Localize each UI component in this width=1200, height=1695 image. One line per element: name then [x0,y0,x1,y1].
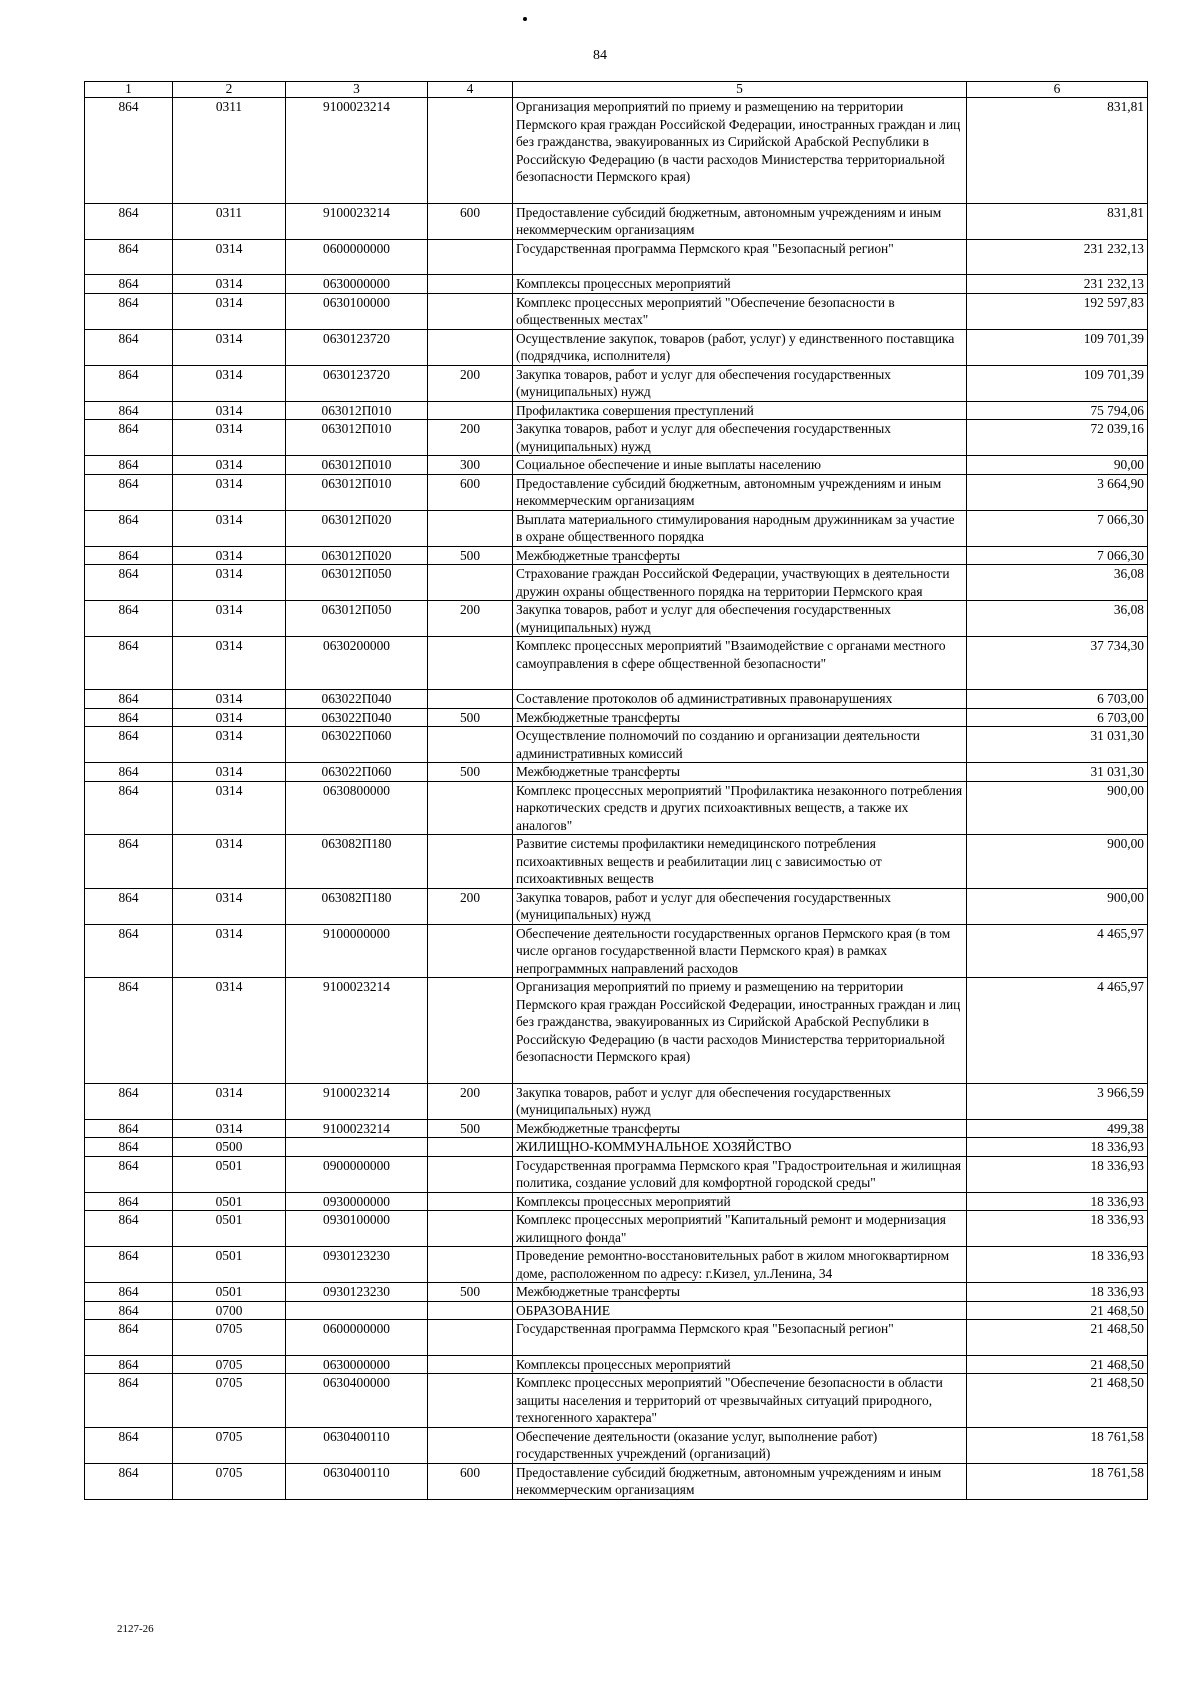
expense-type-cell [428,1301,513,1320]
expense-type-cell [428,690,513,709]
target-article-cell: 0900000000 [286,1156,428,1192]
ministry-code-cell: 864 [85,275,173,294]
expense-type-cell [428,293,513,329]
amount-cell: 21 468,50 [967,1374,1148,1428]
target-article-cell: 063012П020 [286,546,428,565]
description-cell: Составление протоколов об административных правонарушениях [513,690,967,709]
target-article-cell: 0630400110 [286,1463,428,1499]
target-article-cell: 0930123230 [286,1247,428,1283]
ministry-code-cell: 864 [85,565,173,601]
target-article-cell: 063012П010 [286,420,428,456]
target-article-cell: 0630000000 [286,275,428,294]
ministry-code-cell: 864 [85,293,173,329]
target-article-cell [286,1301,428,1320]
expense-type-cell [428,1247,513,1283]
ministry-code-cell: 864 [85,690,173,709]
expense-type-cell [428,1192,513,1211]
description-cell: Межбюджетные трансферты [513,763,967,782]
table-row [85,474,1148,510]
expense-type-cell [428,978,513,1084]
description-cell: Закупка товаров, работ и услуг для обеспечения государственных (муниципальных) нужд [513,601,967,637]
description-cell: Закупка товаров, работ и услуг для обеспечения государственных (муниципальных) нужд [513,888,967,924]
description-cell: Выплата материального стимулирования народным дружинникам за участие в охране общественного порядка [513,510,967,546]
description-cell: Организация мероприятий по приему и размещению на территории Пермского края граждан Российской Федерации, иностранных граждан и лиц без гражданства, эвакуированных из Сирийской Арабской Республики в Российскую Федерацию (в части расходов Министерства территориальной безопасности Пермского края) [513,978,967,1084]
description-cell: Закупка товаров, работ и услуг для обеспечения государственных (муниципальных) нужд [513,1083,967,1119]
table-row [85,781,1148,835]
section-code-cell: 0500 [173,1138,286,1157]
table-row [85,978,1148,1084]
amount-cell: 18 336,93 [967,1138,1148,1157]
description-cell: Организация мероприятий по приему и размещению на территории Пермского края граждан Российской Федерации, иностранных граждан и лиц без гражданства, эвакуированных из Сирийской Арабской Республики в Российскую Федерацию (в части расходов Министерства территориальной безопасности Пермского края) [513,98,967,204]
ministry-code-cell: 864 [85,1138,173,1157]
expense-type-cell [428,275,513,294]
amount-cell: 109 701,39 [967,365,1148,401]
footer-code: 2127-26 [117,1623,154,1635]
description-cell: Осуществление полномочий по созданию и организации деятельности административных комиссий [513,727,967,763]
amount-cell: 21 468,50 [967,1320,1148,1356]
ministry-code-cell: 864 [85,203,173,239]
ministry-code-cell: 864 [85,637,173,690]
expense-type-cell: 500 [428,763,513,782]
description-cell: Обеспечение деятельности государственных органов Пермского края (в том числе органов государственной власти Пермского края) в рамках непрограммных направлений расходов [513,924,967,978]
target-article-cell: 0630200000 [286,637,428,690]
expense-type-cell [428,1138,513,1157]
section-code-cell: 0314 [173,365,286,401]
ministry-code-cell: 864 [85,1211,173,1247]
ministry-code-cell: 864 [85,1320,173,1356]
amount-cell: 37 734,30 [967,637,1148,690]
expense-type-cell [428,1427,513,1463]
amount-cell: 31 031,30 [967,727,1148,763]
section-code-cell: 0705 [173,1355,286,1374]
description-cell: Комплекс процессных мероприятий "Профилактика незаконного потребления наркотических средств и других психоактивных веществ, а также их аналогов" [513,781,967,835]
section-code-cell: 0314 [173,546,286,565]
section-code-cell: 0311 [173,98,286,204]
ministry-code-cell: 864 [85,1119,173,1138]
table-row [85,1301,1148,1320]
table-row [85,510,1148,546]
expense-type-cell [428,98,513,204]
amount-cell: 90,00 [967,456,1148,475]
budget-table [84,81,1148,1500]
target-article-cell: 0600000000 [286,1320,428,1356]
amount-cell: 18 336,93 [967,1192,1148,1211]
ministry-code-cell: 864 [85,1374,173,1428]
description-cell: Государственная программа Пермского края "Безопасный регион" [513,1320,967,1356]
amount-cell: 499,38 [967,1119,1148,1138]
expense-type-cell [428,1211,513,1247]
target-article-cell: 0630100000 [286,293,428,329]
target-article-cell: 0630000000 [286,1355,428,1374]
description-cell: Закупка товаров, работ и услуг для обеспечения государственных (муниципальных) нужд [513,365,967,401]
description-cell: Проведение ремонтно-восстановительных работ в жилом многоквартирном доме, расположенном по адресу: г.Кизел, ул.Ленина, 34 [513,1247,967,1283]
target-article-cell: 0630123720 [286,365,428,401]
table-row [85,727,1148,763]
section-code-cell: 0314 [173,781,286,835]
amount-cell: 18 336,93 [967,1247,1148,1283]
target-article-cell: 0930123230 [286,1283,428,1302]
section-code-cell: 0314 [173,978,286,1084]
amount-cell: 6 703,00 [967,690,1148,709]
ministry-code-cell: 864 [85,978,173,1084]
ministry-code-cell: 864 [85,924,173,978]
section-code-cell: 0314 [173,924,286,978]
amount-cell: 31 031,30 [967,763,1148,782]
description-cell: Комплекс процессных мероприятий "Взаимодействие с органами местного самоуправления в сфере общественной безопасности" [513,637,967,690]
amount-cell: 75 794,06 [967,401,1148,420]
table-row [85,203,1148,239]
ministry-code-cell: 864 [85,727,173,763]
expense-type-cell [428,1355,513,1374]
section-code-cell: 0314 [173,420,286,456]
table-row [85,1247,1148,1283]
amount-cell: 18 336,93 [967,1211,1148,1247]
target-article-cell: 0930100000 [286,1211,428,1247]
target-article-cell: 063012П050 [286,601,428,637]
target-article-cell: 063012П050 [286,565,428,601]
description-cell: Страхование граждан Российской Федерации, участвующих в деятельности дружин охраны общественного порядка на территории Пермского края [513,565,967,601]
amount-cell: 21 468,50 [967,1355,1148,1374]
target-article-cell: 9100023214 [286,203,428,239]
column-header: 5 [513,82,967,98]
table-row [85,1355,1148,1374]
section-code-cell: 0501 [173,1156,286,1192]
target-article-cell: 0930000000 [286,1192,428,1211]
page-number: 84 [593,48,607,63]
description-cell: Закупка товаров, работ и услуг для обеспечения государственных (муниципальных) нужд [513,420,967,456]
section-code-cell: 0314 [173,727,286,763]
description-cell: Предоставление субсидий бюджетным, автономным учреждениям и иным некоммерческим организациям [513,474,967,510]
description-cell: Осуществление закупок, товаров (работ, услуг) у единственного поставщика (подрядчика, исполнителя) [513,329,967,365]
ministry-code-cell: 864 [85,1192,173,1211]
description-cell: Социальное обеспечение и иные выплаты населению [513,456,967,475]
amount-cell: 18 761,58 [967,1463,1148,1499]
table-row [85,601,1148,637]
ministry-code-cell: 864 [85,601,173,637]
target-article-cell: 9100023214 [286,978,428,1084]
expense-type-cell: 500 [428,1119,513,1138]
expense-type-cell [428,1320,513,1356]
amount-cell: 900,00 [967,888,1148,924]
table-row [85,708,1148,727]
section-code-cell: 0314 [173,763,286,782]
amount-cell: 900,00 [967,781,1148,835]
table-row [85,1083,1148,1119]
section-code-cell: 0705 [173,1463,286,1499]
description-cell: Межбюджетные трансферты [513,546,967,565]
table-row [85,365,1148,401]
amount-cell: 109 701,39 [967,329,1148,365]
section-code-cell: 0314 [173,329,286,365]
description-cell: Комплекс процессных мероприятий "Обеспечение безопасности в области защиты населения и территорий от чрезвычайных ситуаций природного, техногенного характера" [513,1374,967,1428]
expense-type-cell: 600 [428,203,513,239]
target-article-cell: 063022П060 [286,727,428,763]
target-article-cell: 0630400000 [286,1374,428,1428]
description-cell: Комплекс процессных мероприятий "Капитальный ремонт и модернизация жилищного фонда" [513,1211,967,1247]
ministry-code-cell: 864 [85,1156,173,1192]
ministry-code-cell: 864 [85,401,173,420]
description-cell: Комплексы процессных мероприятий [513,1192,967,1211]
description-cell: Межбюджетные трансферты [513,1283,967,1302]
description-cell: ЖИЛИЩНО-КОММУНАЛЬНОЕ ХОЗЯЙСТВО [513,1138,967,1157]
expense-type-cell: 600 [428,1463,513,1499]
ministry-code-cell: 864 [85,781,173,835]
ministry-code-cell: 864 [85,888,173,924]
target-article-cell: 063012П010 [286,474,428,510]
expense-type-cell [428,239,513,275]
amount-cell: 18 336,93 [967,1156,1148,1192]
table-row [85,401,1148,420]
section-code-cell: 0311 [173,203,286,239]
amount-cell: 3 966,59 [967,1083,1148,1119]
ministry-code-cell: 864 [85,510,173,546]
section-code-cell: 0314 [173,293,286,329]
section-code-cell: 0314 [173,1083,286,1119]
section-code-cell: 0314 [173,601,286,637]
table-row [85,1156,1148,1192]
expense-type-cell [428,1374,513,1428]
table-row [85,835,1148,889]
table-row [85,1119,1148,1138]
section-code-cell: 0314 [173,510,286,546]
section-code-cell: 0314 [173,690,286,709]
section-code-cell: 0314 [173,565,286,601]
table-row [85,1192,1148,1211]
amount-cell: 3 664,90 [967,474,1148,510]
amount-cell: 231 232,13 [967,239,1148,275]
section-code-cell: 0705 [173,1374,286,1428]
description-cell: Предоставление субсидий бюджетным, автономным учреждениям и иным некоммерческим организациям [513,203,967,239]
section-code-cell: 0314 [173,401,286,420]
section-code-cell: 0314 [173,456,286,475]
expense-type-cell [428,401,513,420]
section-code-cell: 0700 [173,1301,286,1320]
column-header: 3 [286,82,428,98]
target-article-cell: 0630800000 [286,781,428,835]
ministry-code-cell: 864 [85,1301,173,1320]
expense-type-cell [428,1156,513,1192]
target-article-cell: 9100000000 [286,924,428,978]
table-row [85,329,1148,365]
ministry-code-cell: 864 [85,98,173,204]
ministry-code-cell: 864 [85,456,173,475]
amount-cell: 72 039,16 [967,420,1148,456]
section-code-cell: 0501 [173,1192,286,1211]
column-header: 1 [85,82,173,98]
ministry-code-cell: 864 [85,329,173,365]
description-cell: Комплексы процессных мероприятий [513,275,967,294]
expense-type-cell [428,781,513,835]
table-body [85,98,1148,1500]
target-article-cell: 063082П180 [286,835,428,889]
section-code-cell: 0705 [173,1427,286,1463]
target-article-cell: 063022П040 [286,708,428,727]
table-row [85,690,1148,709]
description-cell: Комплекс процессных мероприятий "Обеспечение безопасности в общественных местах" [513,293,967,329]
amount-cell: 21 468,50 [967,1301,1148,1320]
target-article-cell: 063082П180 [286,888,428,924]
target-article-cell: 0630123720 [286,329,428,365]
target-article-cell: 063012П020 [286,510,428,546]
target-article-cell: 063012П010 [286,401,428,420]
ministry-code-cell: 864 [85,420,173,456]
section-code-cell: 0314 [173,637,286,690]
amount-cell: 4 465,97 [967,924,1148,978]
expense-type-cell: 200 [428,888,513,924]
ministry-code-cell: 864 [85,1247,173,1283]
table-row [85,1283,1148,1302]
description-cell: Развитие системы профилактики немедицинского потребления психоактивных веществ и реабилитации лиц с зависимостью от психоактивных веществ [513,835,967,889]
section-code-cell: 0501 [173,1247,286,1283]
expense-type-cell: 500 [428,708,513,727]
table-row [85,1427,1148,1463]
expense-type-cell: 200 [428,601,513,637]
target-article-cell [286,1138,428,1157]
ministry-code-cell: 864 [85,546,173,565]
target-article-cell: 9100023214 [286,1083,428,1119]
section-code-cell: 0501 [173,1283,286,1302]
column-header: 6 [967,82,1148,98]
column-header: 2 [173,82,286,98]
section-code-cell: 0705 [173,1320,286,1356]
amount-cell: 36,08 [967,601,1148,637]
ministry-code-cell: 864 [85,1355,173,1374]
target-article-cell: 9100023214 [286,98,428,204]
table-row [85,239,1148,275]
target-article-cell: 0630400110 [286,1427,428,1463]
column-header: 4 [428,82,513,98]
section-code-cell: 0314 [173,239,286,275]
expense-type-cell [428,329,513,365]
description-cell: Обеспечение деятельности (оказание услуг, выполнение работ) государственных учреждений (организаций) [513,1427,967,1463]
table-row [85,546,1148,565]
section-code-cell: 0314 [173,474,286,510]
expense-type-cell [428,727,513,763]
scan-dot-mark [523,17,527,21]
target-article-cell: 0600000000 [286,239,428,275]
expense-type-cell [428,637,513,690]
expense-type-cell: 200 [428,365,513,401]
expense-type-cell [428,924,513,978]
amount-cell: 900,00 [967,835,1148,889]
table-row [85,888,1148,924]
section-code-cell: 0314 [173,888,286,924]
expense-type-cell: 500 [428,1283,513,1302]
amount-cell: 18 761,58 [967,1427,1148,1463]
amount-cell: 192 597,83 [967,293,1148,329]
ministry-code-cell: 864 [85,1463,173,1499]
target-article-cell: 063012П010 [286,456,428,475]
table-row [85,1463,1148,1499]
table-row [85,1374,1148,1428]
ministry-code-cell: 864 [85,1083,173,1119]
table-row [85,763,1148,782]
section-code-cell: 0314 [173,275,286,294]
column-number-row [85,82,1148,98]
amount-cell: 36,08 [967,565,1148,601]
description-cell: Комплексы процессных мероприятий [513,1355,967,1374]
table-row [85,1320,1148,1356]
ministry-code-cell: 864 [85,763,173,782]
amount-cell: 7 066,30 [967,546,1148,565]
expense-type-cell: 200 [428,1083,513,1119]
description-cell: Профилактика совершения преступлений [513,401,967,420]
expense-type-cell [428,565,513,601]
target-article-cell: 063022П060 [286,763,428,782]
table-row [85,924,1148,978]
section-code-cell: 0314 [173,835,286,889]
description-cell: Предоставление субсидий бюджетным, автономным учреждениям и иным некоммерческим организациям [513,1463,967,1499]
amount-cell: 231 232,13 [967,275,1148,294]
description-cell: Государственная программа Пермского края "Градостроительная и жилищная политика, создание условий для комфортной городской среды" [513,1156,967,1192]
table-row [85,456,1148,475]
table-row [85,1138,1148,1157]
description-cell: Государственная программа Пермского края "Безопасный регион" [513,239,967,275]
section-code-cell: 0501 [173,1211,286,1247]
table-row [85,1211,1148,1247]
amount-cell: 831,81 [967,98,1148,204]
expense-type-cell [428,835,513,889]
expense-type-cell: 300 [428,456,513,475]
amount-cell: 18 336,93 [967,1283,1148,1302]
ministry-code-cell: 864 [85,365,173,401]
table-row [85,565,1148,601]
amount-cell: 831,81 [967,203,1148,239]
expense-type-cell: 600 [428,474,513,510]
expense-type-cell [428,510,513,546]
ministry-code-cell: 864 [85,835,173,889]
table-row [85,420,1148,456]
amount-cell: 4 465,97 [967,978,1148,1084]
expense-type-cell: 200 [428,420,513,456]
ministry-code-cell: 864 [85,708,173,727]
expense-type-cell: 500 [428,546,513,565]
table-row [85,98,1148,204]
target-article-cell: 9100023214 [286,1119,428,1138]
table-row [85,293,1148,329]
section-code-cell: 0314 [173,708,286,727]
amount-cell: 7 066,30 [967,510,1148,546]
table-row [85,275,1148,294]
ministry-code-cell: 864 [85,1283,173,1302]
section-code-cell: 0314 [173,1119,286,1138]
ministry-code-cell: 864 [85,1427,173,1463]
amount-cell: 6 703,00 [967,708,1148,727]
target-article-cell: 063022П040 [286,690,428,709]
ministry-code-cell: 864 [85,239,173,275]
description-cell: Межбюджетные трансферты [513,708,967,727]
ministry-code-cell: 864 [85,474,173,510]
description-cell: ОБРАЗОВАНИЕ [513,1301,967,1320]
description-cell: Межбюджетные трансферты [513,1119,967,1138]
table-row [85,637,1148,690]
